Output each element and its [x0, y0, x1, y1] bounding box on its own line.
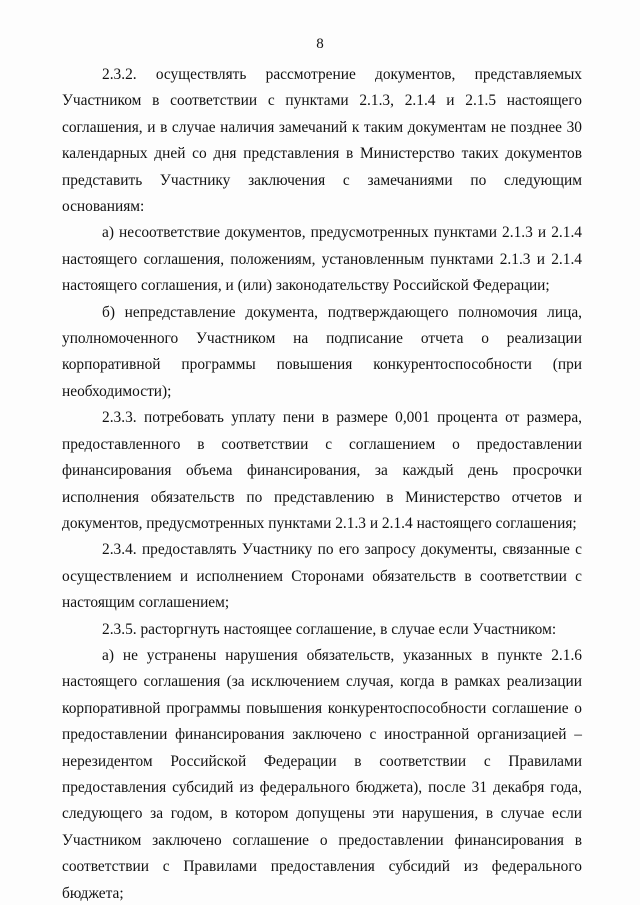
paragraph-2-3-2: 2.3.2. осуществлять рассмотрение документов, представляемых Участником в соответствии с пунктами 2.1.3, 2.1.4 и 2.1.5 настоящего соглашения, и в случае наличия замечаний к таким документам не позднее 30 календарных дней со дня представления в Министерство таких документов представить Участнику заключения с замечаниями по следующим основаниям:	[62, 66, 582, 216]
paragraph-2-3-4: 2.3.4. предоставлять Участнику по его запросу документы, связанные с осуществлением и исполнением Сторонами обязательств в соответствии с настоящим соглашением;	[62, 541, 582, 612]
page-number: 8	[316, 36, 324, 52]
paragraph-2-3-5: 2.3.5. расторгнуть настоящее соглашение, в случае если Участником:	[102, 620, 557, 638]
paragraph-item-b: б) непредставление документа, подтверждающего полномочия лица, уполномоченного Участником на подписание отчета о реализации корпоративной программы повышения конкурентоспособности (при необходимости);	[62, 303, 582, 400]
document-body	[62, 62, 582, 907]
paragraph-2-3-5-item-a: а) не устранены нарушения обязательств, указанных в пункте 2.1.6 настоящего соглашения (за исключением случая, когда в рамках реализации корпоративной программы повышения конкурентоспособности соглашение о предоставлении финансирования заключено с иностранной организацией – нерезидентом Российской Федерации в соответствии с Правилами предоставления субсидий из федерального бюджета), после 31 декабря года, следующего за годом, в котором допущены эти нарушения, в случае если Участником заключено соглашение о предоставлении финансирования в соответствии с Правилами предоставления субсидий из федерального бюджета;	[62, 646, 582, 902]
paragraph-item-a: а) несоответствие документов, предусмотренных пунктами 2.1.3 и 2.1.4 настоящего соглашения, положениям, установленным пунктами 2.1.3 и 2.1.4 настоящего соглашения, и (или) законодательству Российской Федерации;	[62, 224, 582, 295]
paragraph-2-3-3: 2.3.3. потребовать уплату пени в размере 0,001 процента от размера, предоставленного в соответствии с соглашением о предоставлении финансирования объема финансирования, за каждый день просрочки исполнения обязательств по представлению в Министерство отчетов и документов, предусмотренных пунктами 2.1.3 и 2.1.4 настоящего соглашения;	[62, 409, 582, 532]
